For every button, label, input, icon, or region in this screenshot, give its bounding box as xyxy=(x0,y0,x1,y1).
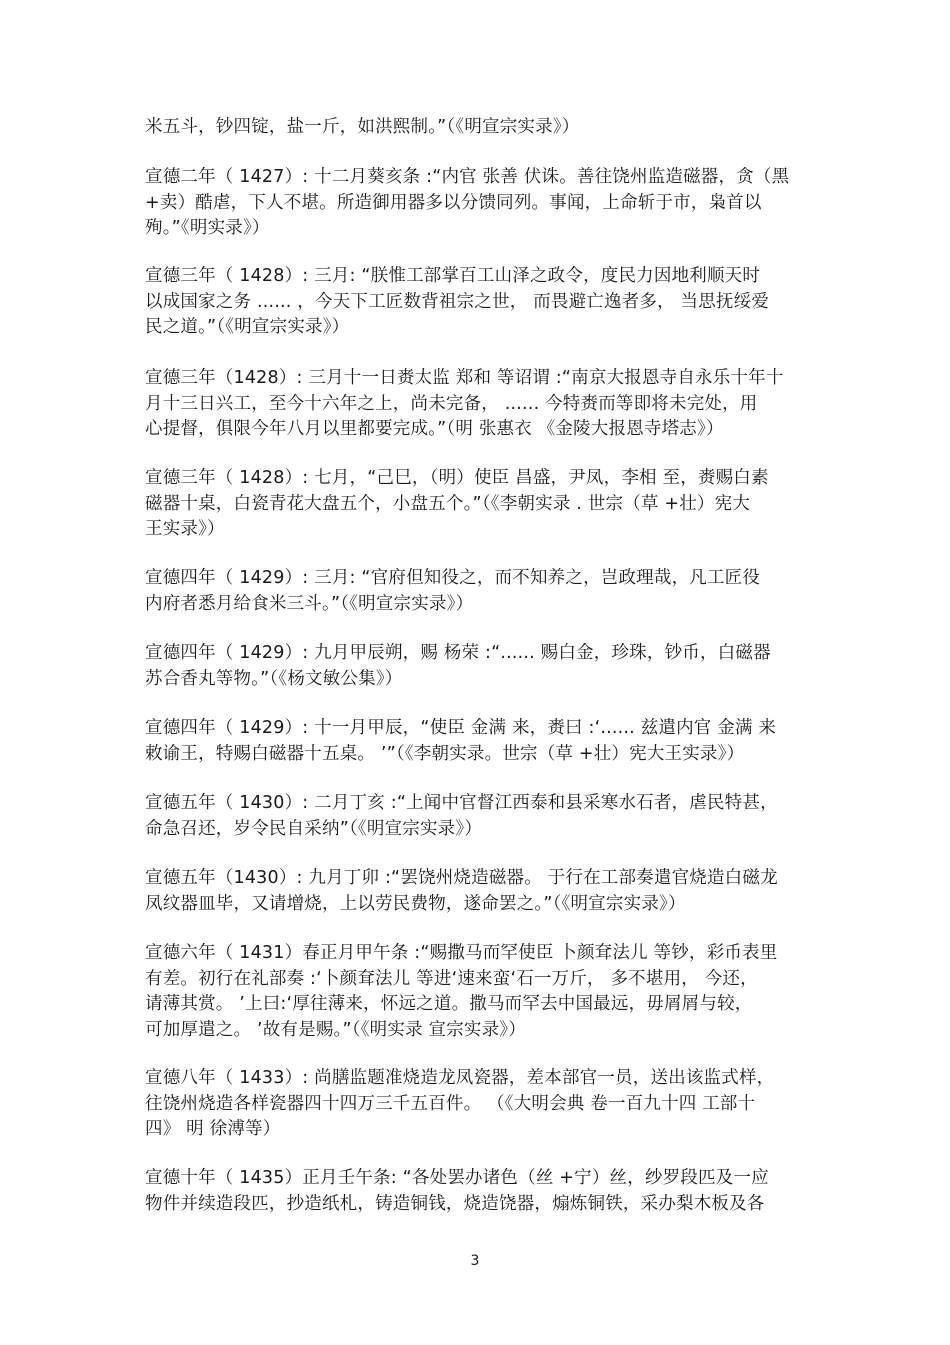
entry-7 xyxy=(145,641,815,692)
text-line: 请薄其赏。 ’上曰:‘厚往薄来，怀远之道。撒马而罕去中国最远，毋屑屑与较， xyxy=(145,994,753,1014)
text-line: 物件并续造段匹，抄造纸札，铸造铜钱，烧造饶器，煽炼铜铁，采办梨木板及各 xyxy=(145,1193,765,1214)
text-line: +卖）酷虐，下人不堪。所造御用器多以分馈同列。事闻，上命斩于市，枭首以 xyxy=(145,192,762,213)
text-line: 宣德十年（ 1435）正月壬午条: “各处罢办诸色（丝 +宁）丝，纱罗段匹及一应 xyxy=(145,1168,769,1188)
text-line: 宣德六年（ 1431）春正月甲午条 :“赐撒马而罕使臣 卜颜耷法儿 等钞，彩币表里 xyxy=(145,943,778,963)
text-line: 心提督，俱限今年八月以里都要完成。”（明 张惠衣 《金陵大报恩寺塔志》） xyxy=(145,419,724,439)
text-line: 可加厚遣之。 ’故有是赐。”（《明实录 宣宗实录》） xyxy=(145,1019,526,1040)
text-line: 殉。”《明实录》） xyxy=(145,218,270,238)
entry-1 xyxy=(145,115,815,141)
text-line: 有差。初行在礼部奏 :‘卜颜耷法儿 等进‘速来蛮‘石一万斤， 多不堪用， 今还， xyxy=(145,968,758,989)
text-line: 宣德八年（ 1433）: 尚膳监题准烧造龙凤瓷器，差本部官一员，送出该监式样， xyxy=(145,1068,775,1088)
text-line: 民之道。”（《明宣宗实录》） xyxy=(145,317,350,337)
entry-13 xyxy=(145,1166,815,1217)
entry-8 xyxy=(145,716,815,767)
text-line: 敕谕王，特赐白磁器十五桌。 ’”（《李朝实录。世宗（草 +壮）宪大王实录》） xyxy=(145,743,745,764)
text-line: 命急召还，岁令民自采纳”（《明宣宗实录》） xyxy=(145,818,483,839)
text-line: 以成国家之务 ...... ，今天下工匠数背祖宗之世， 而畏避亡逸者多， 当思抚绥爱 xyxy=(145,291,770,312)
text-line: 月十三日兴工，至今十六年之上，尚未完备， ...... 今特赉而等即将未完处，用 xyxy=(145,393,758,414)
text-line: 宣德五年（1430）: 九月丁卯 :“罢饶州烧造磁器。 于行在工部奏遣官烧造白磁龙 xyxy=(145,868,778,888)
text-line: 宣德三年（ 1428）: 七月，“己巳，（明）使臣 昌盛，尹凤，李相 至，赉赐白素 xyxy=(145,468,769,488)
text-line: 内府者悉月给食米三斗。”（《明宣宗实录》） xyxy=(145,593,474,614)
text-line: 凤纹器皿毕，又请增烧，上以劳民费物，遂命罢之。”（《明宣宗实录》） xyxy=(145,893,686,914)
text-line: 宣德四年（ 1429）: 三月: “官府但知役之，而不知养之，岂政理哉，凡工匠役 xyxy=(145,568,761,588)
text-line: 宣德三年（1428）: 三月十一日赉太监 郑和 等诏谓 :“南京大报恩寺自永乐十年十 xyxy=(145,368,784,388)
text-line: 往饶州烧造各样瓷器四十四万三千五百件。 （《大明会典 卷一百九十四 工部十 xyxy=(145,1093,756,1114)
text-line: 宣德三年（ 1428）: 三月: “朕惟工部掌百工山泽之政令，度民力因地利顺天时 xyxy=(145,266,761,286)
text-line: 宣德四年（ 1429）: 十一月甲辰，“使臣 金满 来，赉曰 :‘...... 兹遣内官 金满 来 xyxy=(145,718,777,738)
text-line: 苏合香丸等物。”（《杨文敏公集》） xyxy=(145,668,403,689)
entry-5 xyxy=(145,466,815,543)
entry-2 xyxy=(145,165,815,242)
text-line: 四》 明 徐溥等） xyxy=(145,1119,281,1139)
text-line: 米五斗，钞四锭，盐一斤，如洪熙制。”（《明宣宗实录》） xyxy=(145,117,580,137)
text-line: 宣德四年（ 1429）: 九月甲辰朔，赐 杨荣 :“...... 赐白金，珍珠，钞币，白磁器 xyxy=(145,643,771,663)
entry-4 xyxy=(145,366,815,443)
entry-6 xyxy=(145,566,815,617)
entry-10 xyxy=(145,866,815,917)
entry-11 xyxy=(145,941,815,1043)
text-line: 王实录》） xyxy=(145,519,225,539)
entry-9 xyxy=(145,791,815,842)
entry-12 xyxy=(145,1066,815,1143)
page-number: 3 xyxy=(470,1253,480,1269)
text-line: 磁器十桌，白瓷青花大盘五个，小盘五个。”（《李朝实录 . 世宗（草 +壮）宪大 xyxy=(145,493,751,514)
text-line: 宣德五年（ 1430）: 二月丁亥 :“上闻中官督江西泰和县采寒水石者，虐民特甚， xyxy=(145,793,778,813)
text-line: 宣德二年（ 1427）: 十二月葵亥条 :“内官 张善 伏诛。善往饶州监造磁器，贪（黑 xyxy=(145,167,790,187)
entry-3 xyxy=(145,264,815,341)
